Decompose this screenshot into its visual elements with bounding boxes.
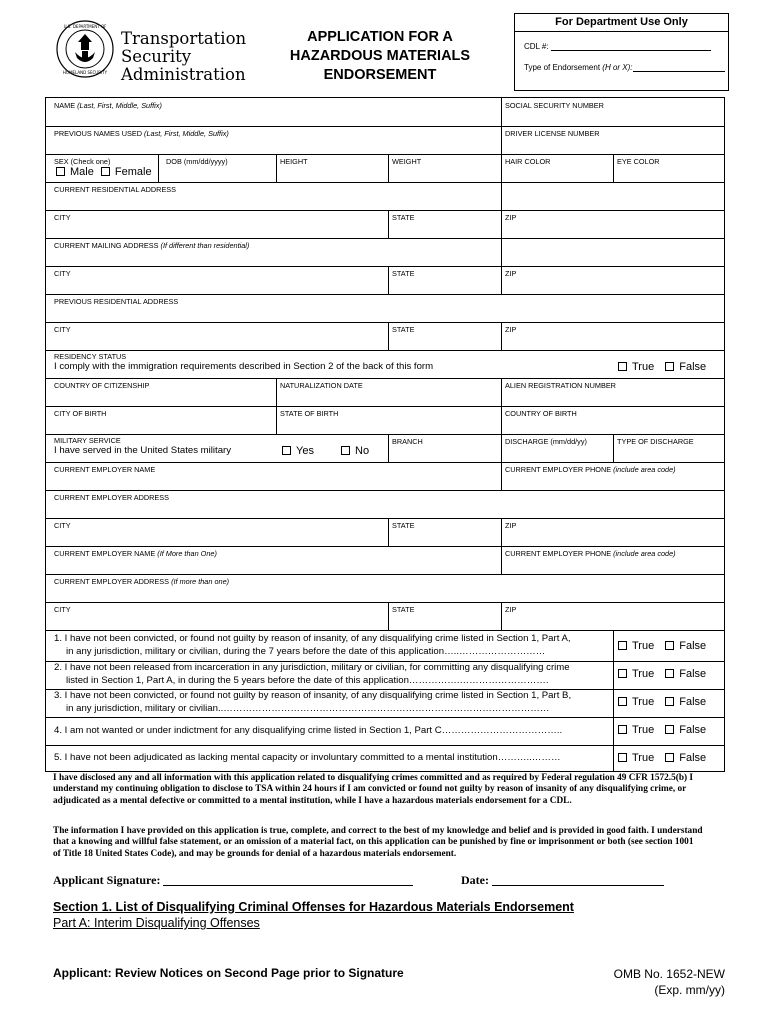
svg-text:U.S. DEPARTMENT OF: U.S. DEPARTMENT OF xyxy=(63,24,107,29)
statement-3: 3. I have not been convicted, or found not guilty by reason of insanity, of any disqualifying crime listed in Section 1, Part B, in any jurisdiction, military or civilian..………………………………………………………………………………………… xyxy=(54,690,572,714)
form-title xyxy=(265,28,495,85)
current-mailing-address-label: CURRENT MAILING ADDRESS (If different than residential) xyxy=(54,241,250,250)
false-label: False xyxy=(679,752,707,764)
section-1-heading: Section 1. List of Disqualifying Criminal Offenses for Hazardous Materials Endorsement xyxy=(53,900,574,914)
true-checkbox[interactable] xyxy=(618,641,627,650)
agency-line: Transportation xyxy=(121,29,247,48)
applicant-signature-field[interactable] xyxy=(53,873,413,888)
true-checkbox[interactable] xyxy=(618,725,627,734)
true-label: True xyxy=(632,640,655,652)
current-residential-address-label: CURRENT RESIDENTIAL ADDRESS xyxy=(54,185,177,194)
statement-5-true-false xyxy=(618,752,706,765)
zip-label: ZIP xyxy=(505,269,517,278)
true-label: True xyxy=(632,752,655,764)
title-line: APPLICATION FOR A xyxy=(307,29,453,45)
omb-label: OMB No. 1652-NEW xyxy=(613,967,725,981)
false-checkbox[interactable] xyxy=(665,669,674,678)
title-line: HAZARDOUS MATERIALS xyxy=(289,48,471,64)
dob-label: DOB (mm/dd/yyyy) xyxy=(166,157,228,166)
state-label: STATE xyxy=(392,605,415,614)
truthfulness-paragraph: The information I have provided on this application is true, complete, and correct to the best of my knowledge and belief and is provided in good faith. I understand that a knowing and willful false statement, or an omission of a material fact, on this application can be punished by fine or imprisonment or both (see section 1001 of Title 18 United States Code), and may be grounds for denial of a hazardous materials endorsement. xyxy=(53,826,703,859)
no-checkbox[interactable] xyxy=(341,446,350,455)
true-label: True xyxy=(632,696,655,708)
statement-5: 5. I have not been adjudicated as lacking mental capacity or involuntary committed to a mental institution………..……… xyxy=(54,752,561,763)
endorsement-label: Type of Endorsement xyxy=(524,63,601,72)
date-field[interactable] xyxy=(461,873,664,888)
false-checkbox[interactable] xyxy=(665,641,674,650)
employer-phone-label: CURRENT EMPLOYER PHONE (include area code) xyxy=(505,465,676,474)
true-checkbox[interactable] xyxy=(618,362,627,371)
statement-3-true-false xyxy=(618,696,706,709)
svg-text:HOMELAND SECURITY: HOMELAND SECURITY xyxy=(62,70,108,75)
agency-line: Administration xyxy=(121,65,246,84)
male-checkbox[interactable] xyxy=(56,167,65,176)
false-checkbox[interactable] xyxy=(665,753,674,762)
second-employer-address-label: CURRENT EMPLOYER ADDRESS (If more than one) xyxy=(54,577,230,586)
military-statement: I have served in the United States military xyxy=(54,445,232,456)
sex-label: SEX (Check one) xyxy=(54,157,111,166)
country-of-citizenship-label: COUNTRY OF CITIZENSHIP xyxy=(54,381,150,390)
endorsement-field[interactable] xyxy=(524,63,728,72)
previous-names-label: PREVIOUS NAMES USED (Last, First, Middle, Suffix) xyxy=(54,129,229,138)
alien-registration-label: ALIEN REGISTRATION NUMBER xyxy=(505,381,616,390)
female-label: Female xyxy=(114,166,152,178)
true-checkbox[interactable] xyxy=(618,753,627,762)
country-of-birth-label: COUNTRY OF BIRTH xyxy=(505,409,577,418)
signature-label: Applicant Signature: xyxy=(53,873,161,887)
branch-label: BRANCH xyxy=(392,437,423,446)
statement-2: 2. I have not been released from incarceration in any jurisdiction, military or civilian, for committing any disqualifying crime listed in Section 1, Part A, in during the 5 years before the date of this application…………….………………………. xyxy=(54,662,570,686)
military-service-label: MILITARY SERVICE xyxy=(54,436,121,445)
weight-label: WEIGHT xyxy=(392,157,422,166)
false-checkbox[interactable] xyxy=(665,697,674,706)
statement-1-true-false xyxy=(618,640,706,653)
false-label: False xyxy=(679,361,707,373)
true-checkbox[interactable] xyxy=(618,669,627,678)
female-checkbox[interactable] xyxy=(101,167,110,176)
state-of-birth-label: STATE OF BIRTH xyxy=(280,409,339,418)
zip-label: ZIP xyxy=(505,213,517,222)
false-checkbox[interactable] xyxy=(665,362,674,371)
naturalization-date-label: NATURALIZATION DATE xyxy=(280,381,363,390)
review-notice: Applicant: Review Notices on Second Page prior to Signature xyxy=(53,966,404,980)
city-label: CITY xyxy=(54,605,71,614)
application-form xyxy=(45,97,725,772)
part-a-heading: Part A: Interim Disqualifying Offenses xyxy=(53,916,260,930)
previous-residential-address-label: PREVIOUS RESIDENTIAL ADDRESS xyxy=(54,297,179,306)
false-label: False xyxy=(679,696,707,708)
state-label: STATE xyxy=(392,269,415,278)
hair-color-label: HAIR COLOR xyxy=(505,157,551,166)
yes-checkbox[interactable] xyxy=(282,446,291,455)
false-label: False xyxy=(679,668,707,680)
cdl-label: CDL #: xyxy=(524,42,549,51)
disclosure-paragraph: I have disclosed any and all information with this application related to disqualifying crimes committed and as required by Federal regulation 49 CFR 1572.5(b) I understand my continuing obligation to disclose to TSA within 24 hours if I am convicted or found not guilty by reason of insanity of any disqualifying crime, or adjudicated as a mental defective or committed to a mental institution, while I have a hazardous materials endorsement for a CDL. xyxy=(53,773,694,806)
zip-label: ZIP xyxy=(505,605,517,614)
military-yes-no xyxy=(282,445,369,458)
true-label: True xyxy=(632,668,655,680)
no-label: No xyxy=(355,445,370,457)
second-employer-phone-label: CURRENT EMPLOYER PHONE (include area code) xyxy=(505,549,676,558)
current-employer-label: CURRENT EMPLOYER NAME xyxy=(54,465,156,474)
statement-4-true-false xyxy=(618,724,706,737)
endorsement-hint: (H or X): xyxy=(602,63,633,72)
second-employer-label: CURRENT EMPLOYER NAME (If More than One) xyxy=(54,549,217,558)
statement-1: 1. I have not been convicted, or found not guilty by reason of insanity, of any disqualifying crime listed in Section 1, Part A, in any jurisdiction, military or civilian, during the 7 years before the date of this application…..……………………… xyxy=(54,633,571,657)
true-label: True xyxy=(632,361,655,373)
false-label: False xyxy=(679,724,707,736)
omb-number xyxy=(595,966,725,998)
statement-2-true-false xyxy=(618,668,706,681)
residency-true-false xyxy=(618,361,706,374)
statement-4: 4. I am not wanted or under indictment for any disqualifying crime listed in Section 1, Part C……………………………….. xyxy=(54,725,563,736)
city-label: CITY xyxy=(54,269,71,278)
residency-status-label: RESIDENCY STATUS xyxy=(54,352,127,361)
ssn-label: SOCIAL SECURITY NUMBER xyxy=(505,101,604,110)
eye-color-label: EYE COLOR xyxy=(617,157,660,166)
department-use-box xyxy=(514,13,729,91)
cdl-field[interactable] xyxy=(524,42,728,51)
employer-address-label: CURRENT EMPLOYER ADDRESS xyxy=(54,493,170,502)
yes-label: Yes xyxy=(296,445,314,457)
true-label: True xyxy=(632,724,655,736)
discharge-type-label: TYPE OF DISCHARGE xyxy=(617,437,694,446)
zip-label: ZIP xyxy=(505,521,517,530)
city-label: CITY xyxy=(54,213,71,222)
true-checkbox[interactable] xyxy=(618,697,627,706)
false-checkbox[interactable] xyxy=(665,725,674,734)
sex-options xyxy=(56,166,152,179)
false-label: False xyxy=(679,640,707,652)
discharge-date-label: DISCHARGE (mm/dd/yy) xyxy=(505,437,587,446)
residency-statement: I comply with the immigration requirements described in Section 2 of the back of this form xyxy=(54,361,434,372)
city-of-birth-label: CITY OF BIRTH xyxy=(54,409,107,418)
city-label: CITY xyxy=(54,325,71,334)
zip-label: ZIP xyxy=(505,325,517,334)
state-label: STATE xyxy=(392,325,415,334)
agency-line: Security xyxy=(121,47,192,66)
dhs-seal-logo xyxy=(56,20,114,78)
date-label: Date: xyxy=(461,873,489,887)
height-label: HEIGHT xyxy=(280,157,308,166)
agency-name xyxy=(121,30,246,84)
city-label: CITY xyxy=(54,521,71,530)
name-label: NAME (Last, First, Middle, Suffix) xyxy=(54,101,162,110)
expiration-label: (Exp. mm/yy) xyxy=(654,983,725,997)
state-label: STATE xyxy=(392,521,415,530)
driver-license-label: DRIVER LICENSE NUMBER xyxy=(505,129,600,138)
department-use-heading: For Department Use Only xyxy=(515,14,728,32)
state-label: STATE xyxy=(392,213,415,222)
male-label: Male xyxy=(70,166,94,178)
title-line: ENDORSEMENT xyxy=(323,67,437,83)
